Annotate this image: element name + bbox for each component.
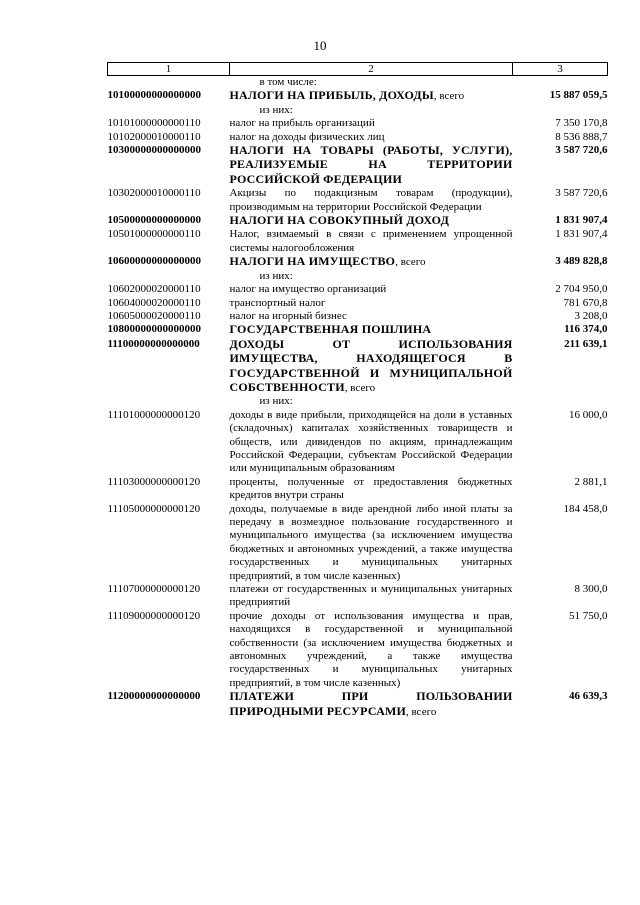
row-code: 10101000000000110	[107, 117, 201, 130]
row-name: прочие доходы от использования имущества и прав, находящихся в государственной и муниципальной собственности (за исключением имущества бюджетных и автономных учреждений, а также имущества государственных и муниципальных унитарных предприятий, в том числе казенных)	[229, 609, 513, 689]
row-name: налог на имущество организаций	[229, 283, 387, 296]
row-name-cell	[230, 583, 513, 610]
table-row	[108, 409, 608, 476]
row-name: НАЛОГИ НА СОВОКУПНЫЙ ДОХОД	[229, 213, 450, 228]
row-code: 10604000020000110	[107, 296, 201, 309]
row-name-cell	[230, 104, 513, 117]
row-amount: 3 208,0	[574, 309, 608, 322]
row-code: 10302000010000110	[107, 187, 201, 200]
row-amount	[513, 104, 608, 117]
table-row	[108, 583, 608, 610]
row-name-cell	[230, 131, 513, 144]
table-row	[108, 395, 608, 408]
row-code: 10300000000000000	[107, 144, 201, 157]
row-amount: 2 704 950,0	[555, 283, 608, 296]
row-name: НАЛОГИ НА ТОВАРЫ (РАБОТЫ, УСЛУГИ), РЕАЛИЗУЕМЫЕ НА ТЕРРИТОРИИ РОССИЙСКОЙ ФЕДЕРАЦИИ	[229, 143, 513, 186]
row-name-cell	[230, 214, 513, 228]
row-code: 11103000000000120	[107, 475, 201, 488]
table-row	[108, 310, 608, 323]
row-name-cell	[230, 503, 513, 583]
row-amount	[513, 395, 608, 408]
row-name: НАЛОГИ НА ПРИБЫЛЬ, ДОХОДЫ	[229, 88, 434, 103]
row-code	[108, 104, 230, 117]
row-amount: 16 000,0	[569, 408, 608, 421]
row-name: из них:	[259, 103, 293, 116]
row-code: 11109000000000120	[107, 609, 201, 622]
row-name: Налог, взимаемый в связи с применением упрощенной системы налогообложения	[229, 228, 513, 254]
row-name: ГОСУДАРСТВЕННАЯ ПОШЛИНА	[229, 322, 432, 337]
row-amount: 8 300,0	[574, 583, 608, 596]
row-name-cell	[230, 117, 513, 130]
row-name: из них:	[259, 269, 293, 282]
table-row	[108, 270, 608, 283]
row-name-cell	[230, 323, 513, 337]
table-row	[108, 297, 608, 310]
row-name-cell	[230, 338, 513, 396]
table-row	[108, 503, 608, 583]
row-code: 11107000000000120	[107, 583, 201, 596]
row-name-cell	[230, 310, 513, 323]
row-name-cell	[230, 610, 513, 690]
row-code	[108, 270, 230, 283]
row-code: 11101000000000120	[107, 408, 201, 421]
row-name: ДОХОДЫ ОТ ИСПОЛЬЗОВАНИЯ ИМУЩЕСТВА, НАХОДЯЩЕГОСЯ В ГОСУДАРСТВЕННОЙ И МУНИЦИПАЛЬНОЙ СОБСТВЕННОСТИ	[229, 336, 513, 394]
row-amount: 781 670,8	[563, 296, 608, 309]
row-name-cell	[230, 395, 513, 408]
table-row	[108, 323, 608, 337]
row-name-cell	[230, 283, 513, 296]
row-name-suffix: , всего	[433, 90, 465, 103]
row-amount: 184 458,0	[563, 502, 608, 515]
table-row	[108, 228, 608, 255]
row-code: 10605000020000110	[107, 309, 201, 322]
row-name-cell	[230, 297, 513, 310]
row-amount: 3 587 720,6	[555, 187, 608, 200]
row-code: 10102000010000110	[107, 130, 201, 143]
table-row	[108, 214, 608, 228]
row-amount: 1 831 907,4	[555, 214, 608, 227]
row-name-cell	[230, 228, 513, 255]
column-header-1: 1	[108, 63, 230, 76]
table-header-row	[108, 63, 608, 76]
row-name: ПЛАТЕЖИ ПРИ ПОЛЬЗОВАНИИ ПРИРОДНЫМИ РЕСУРСАМИ	[229, 689, 513, 718]
row-name: НАЛОГИ НА ИМУЩЕСТВО	[229, 254, 396, 269]
row-code: 10500000000000000	[107, 214, 201, 227]
row-amount: 211 639,1	[564, 337, 608, 350]
row-amount: 3 489 828,8	[555, 255, 608, 268]
row-name: транспортный налог	[229, 296, 326, 309]
row-name-suffix: , всего	[344, 381, 376, 394]
row-code: 11200000000000000	[107, 690, 201, 703]
row-name: налог на доходы физических лиц	[229, 130, 385, 143]
row-amount: 7 350 170,8	[555, 117, 608, 130]
table-row	[108, 338, 608, 396]
row-name-cell	[230, 409, 513, 476]
row-name-cell	[230, 476, 513, 503]
row-name: налог на прибыль организаций	[229, 117, 375, 130]
table-row	[108, 255, 608, 269]
row-amount: 2 881,1	[574, 475, 608, 488]
row-name-cell	[230, 270, 513, 283]
table-row	[108, 690, 608, 719]
row-code	[108, 395, 230, 408]
row-name-cell	[230, 187, 513, 214]
table-row	[108, 144, 608, 187]
row-name-cell	[230, 144, 513, 187]
row-amount: 1 831 907,4	[555, 228, 608, 241]
row-name: доходы в виде прибыли, приходящейся на доли в уставных (складочных) капиталах хозяйственных товариществ и обществ, или дивидендов по акциям, принадлежащим Российской Федерации, субъектам Российской Федерации или муниципальным образованиям	[229, 408, 513, 475]
row-code	[108, 76, 230, 90]
row-amount: 15 887 059,5	[549, 89, 608, 102]
row-name: платежи от государственных и муниципальных унитарных предприятий	[229, 583, 513, 609]
table-row	[108, 131, 608, 144]
row-code: 10501000000000110	[107, 228, 201, 241]
column-header-2: 2	[230, 63, 513, 76]
row-name: из них:	[259, 395, 293, 408]
row-amount: 116 374,0	[564, 323, 608, 336]
table-row	[108, 187, 608, 214]
row-name: доходы, получаемые в виде арендной либо иной платы за передачу в возмездное пользование государственного и муниципального имущества (за исключением имущества бюджетных и автономных учреждений, а также имущества государственных и муниципальных унитарных предприятий, в том числе казенных)	[229, 502, 513, 582]
row-name: налог на игорный бизнес	[229, 309, 347, 322]
row-name-cell	[230, 690, 513, 719]
row-amount	[513, 76, 608, 90]
revenue-table	[107, 62, 608, 719]
row-name-suffix: , всего	[395, 256, 426, 269]
table-row	[108, 117, 608, 130]
page-number: 10	[313, 38, 327, 53]
row-name: в том числе:	[259, 76, 317, 88]
row-code: 10100000000000000	[107, 89, 201, 102]
table-row	[108, 89, 608, 103]
row-code: 10602000020000110	[107, 283, 201, 296]
row-code: 10600000000000000	[107, 255, 201, 268]
row-name: проценты, полученные от предоставления бюджетных кредитов внутри страны	[229, 475, 513, 502]
row-amount: 46 639,3	[569, 690, 608, 703]
row-name-cell	[230, 255, 513, 269]
table-row	[108, 104, 608, 117]
row-amount: 51 750,0	[569, 609, 608, 622]
row-name-suffix: , всего	[406, 705, 437, 718]
table-row	[108, 283, 608, 296]
row-amount: 8 536 888,7	[555, 130, 608, 143]
row-code: 11100000000000000	[107, 337, 200, 350]
table-row	[108, 76, 608, 90]
table-row	[108, 610, 608, 690]
row-name: Акцизы по подакцизным товарам (продукции), производимым на территории Российской Федерации	[229, 187, 513, 213]
row-amount	[513, 270, 608, 283]
row-code: 11105000000000120	[107, 502, 201, 515]
table-row	[108, 476, 608, 503]
row-name-cell	[230, 76, 513, 90]
row-name-cell	[230, 89, 513, 103]
row-amount: 3 587 720,6	[555, 144, 608, 157]
row-code: 10800000000000000	[107, 323, 201, 336]
column-header-3: 3	[513, 63, 608, 76]
